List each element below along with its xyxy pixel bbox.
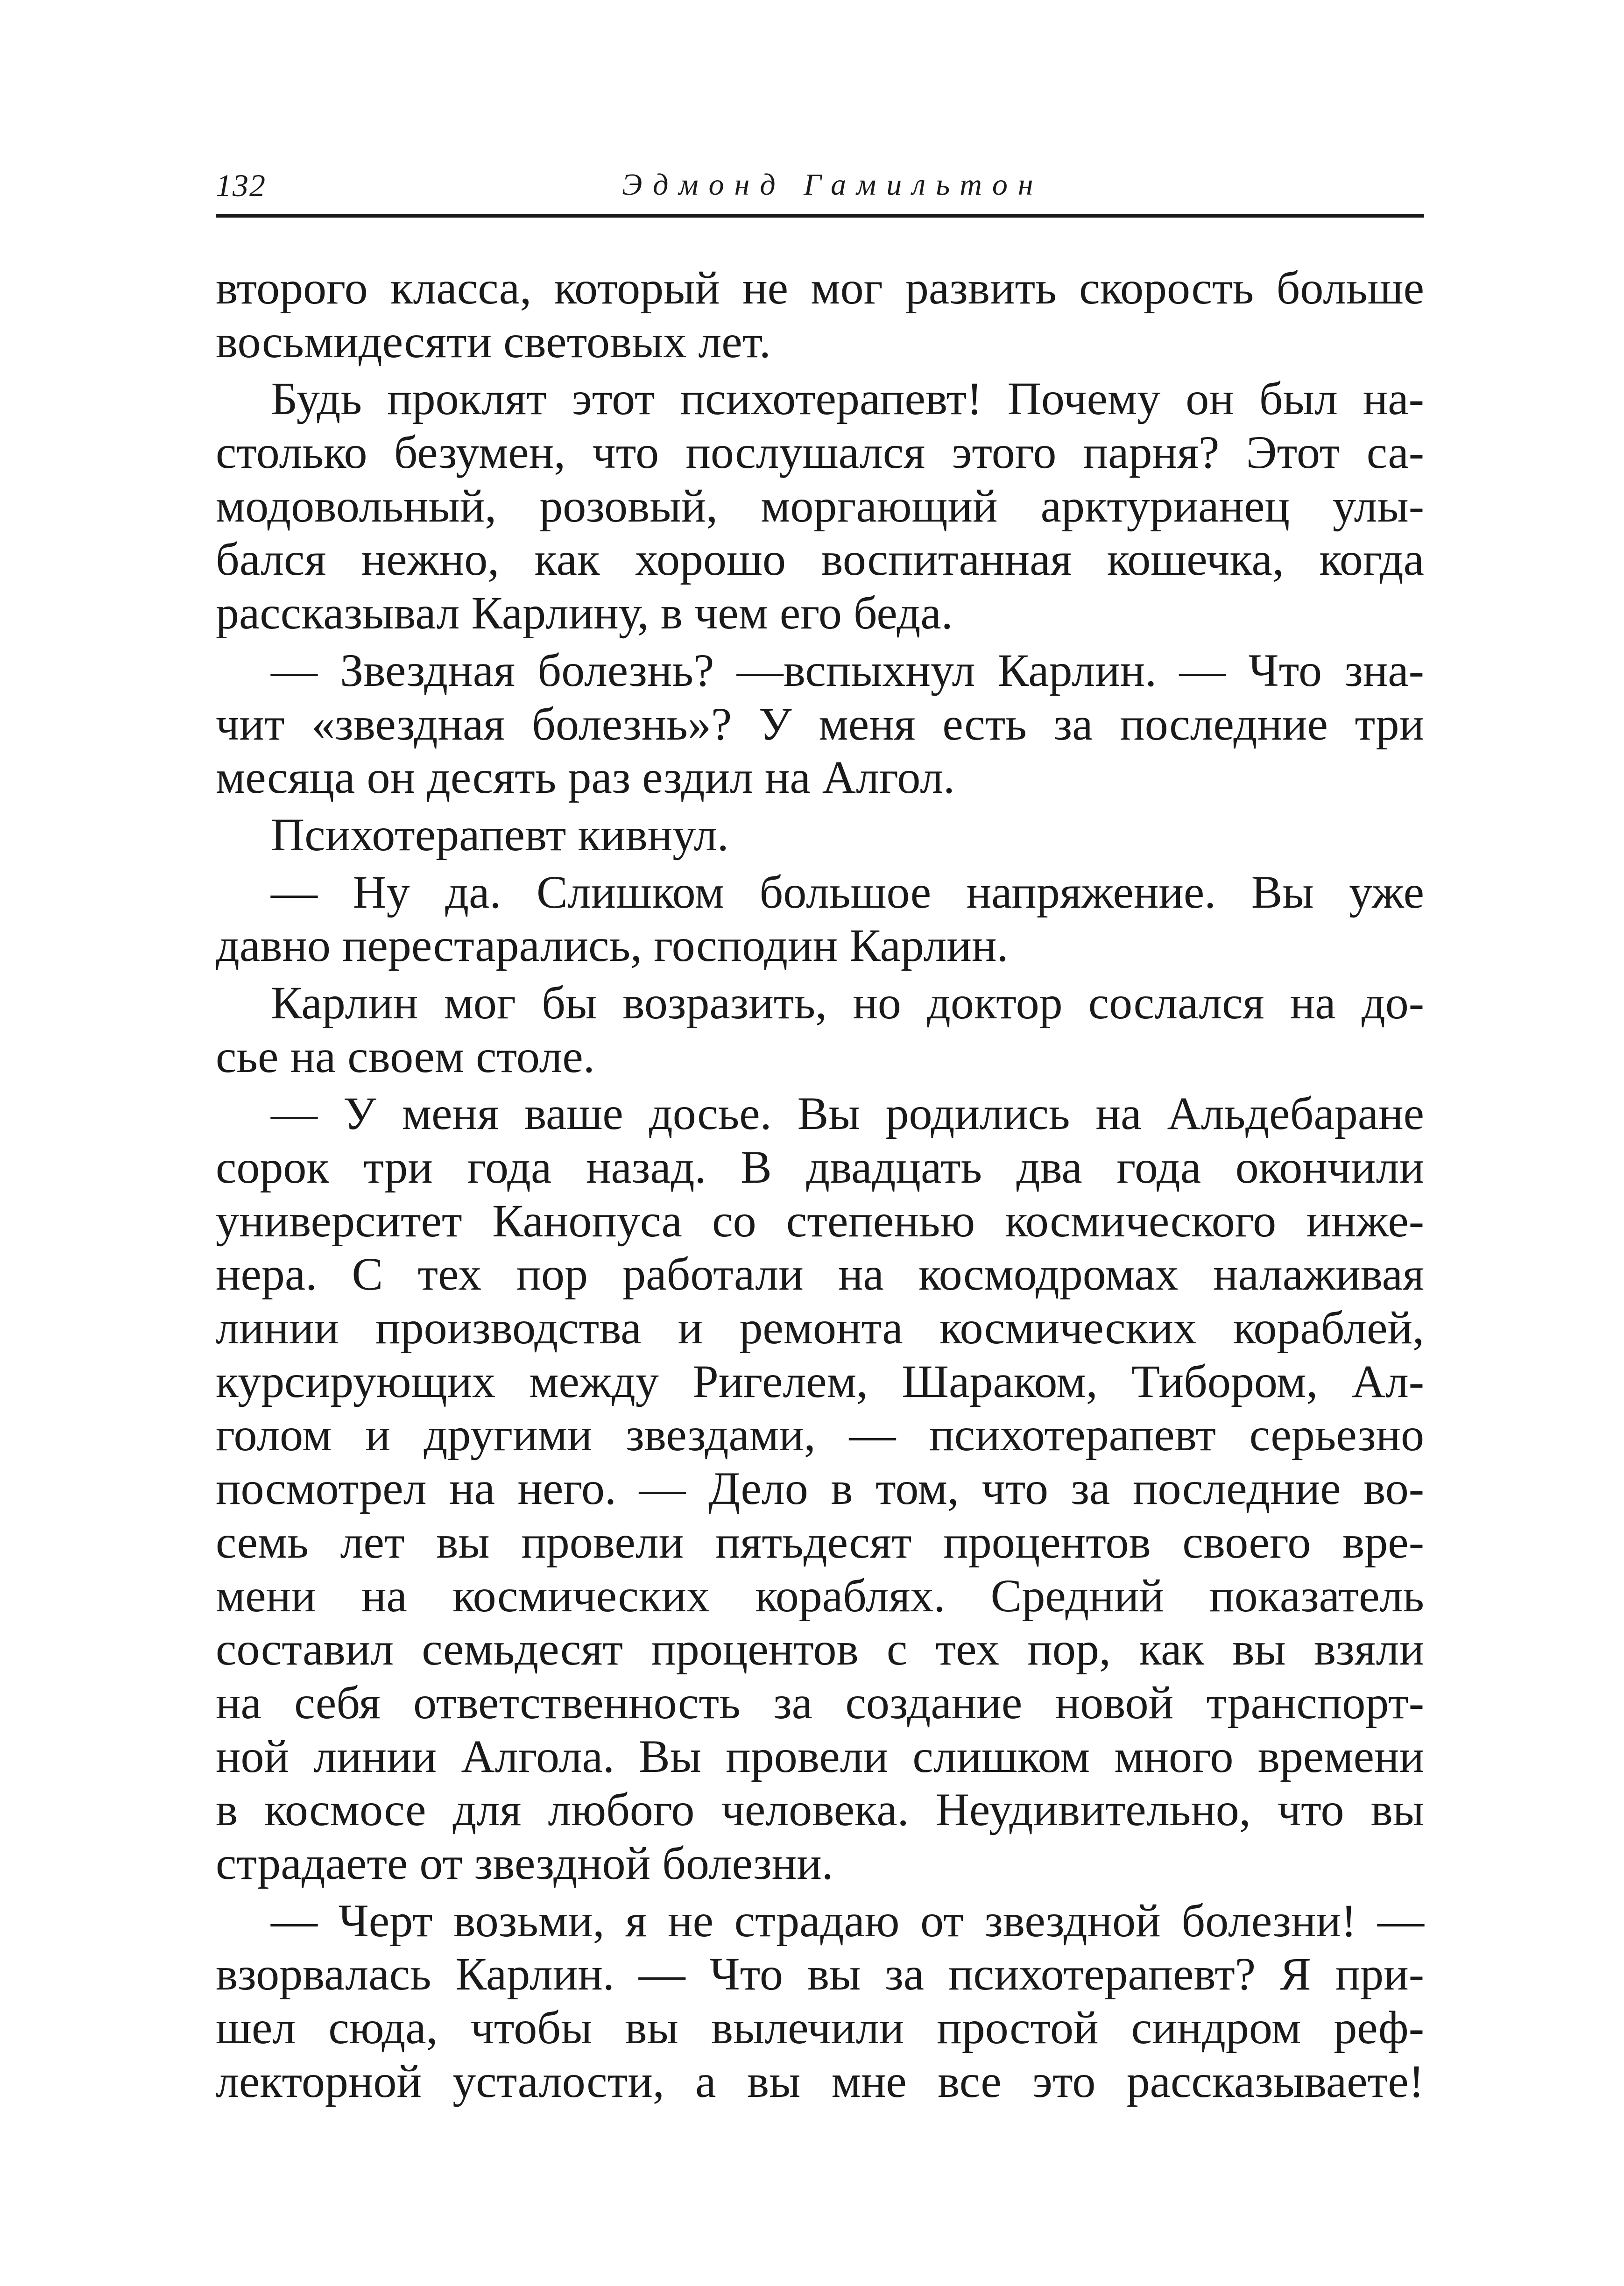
body-text — [216, 261, 1424, 2108]
text-line: Карлин мог бы возразить, но доктор сослался на до- — [271, 976, 1424, 1029]
text-line: посмотрел на него. — Дело в том, что за последние во- — [216, 1462, 1424, 1515]
text-line: ной линии Алгола. Вы провели слишком много времени — [216, 1730, 1424, 1782]
text-line: — У меня ваше досье. Вы родились на Альдебаране — [271, 1087, 1424, 1140]
text-line: чит «звездная болезнь»? У меня есть за последние три — [216, 698, 1424, 750]
text-line: второго класса, который не мог развить скорость больше — [216, 262, 1424, 314]
running-head — [216, 159, 1424, 215]
text-line: взорвалась Карлин. — Что вы за психотерапевт? Я при- — [216, 1948, 1424, 2000]
text-line: составил семьдесят процентов с тех пор, как вы взяли — [216, 1623, 1424, 1675]
text-line: курсирующих между Ригелем, Шараком, Тибором, Ал- — [216, 1355, 1424, 1407]
text-line: шел сюда, чтобы вы вылечили простой синдром реф- — [216, 2002, 1424, 2053]
text-line: — Ну да. Слишком большое напряжение. Вы уже — [271, 866, 1424, 918]
text-line: Психотерапевт кивнул. — [271, 808, 729, 861]
text-line: линии производства и ремонта космических кораблей, — [216, 1302, 1424, 1354]
text-line: семь лет вы провели пятьдесят процентов своего вре- — [216, 1516, 1424, 1568]
text-line: в космосе для любого человека. Неудивительно, что вы — [216, 1784, 1424, 1836]
text-line: модовольный, розовый, моргающий арктурианец улы- — [216, 480, 1424, 532]
text-line: Будь проклят этот психотерапевт! Почему он был на- — [271, 373, 1424, 425]
text-line: восьмидесяти световых лет. — [216, 315, 771, 367]
text-line: месяца он десять раз ездил на Алгол. — [216, 751, 955, 804]
page-number: 132 — [216, 168, 266, 203]
text-line: нера. С тех пор работали на космодромах налаживая — [216, 1248, 1424, 1300]
text-line: — Черт возьми, я не страдаю от звездной болезни! — — [271, 1894, 1424, 1947]
text-line: лекторной усталости, а вы мне все это рассказываете! — [216, 2055, 1424, 2107]
text-line: — Звездная болезнь? —вспыхнул Карлин. — Что зна- — [271, 644, 1424, 696]
text-line: на себя ответственность за создание новой транспорт- — [216, 1676, 1424, 1729]
text-line: давно перестарались, господин Карлин. — [216, 919, 1009, 972]
text-line: столько безумен, что послушался этого парня? Этот са- — [216, 426, 1424, 479]
text-line: сорок три года назад. В двадцать два года окончили — [216, 1141, 1424, 1193]
text-line: мени на космических кораблях. Средний показатель — [216, 1569, 1424, 1622]
text-line: голом и другими звездами, — психотерапевт серьезно — [216, 1409, 1424, 1461]
header-rule — [216, 214, 1424, 218]
text-line: бался нежно, как хорошо воспитанная кошечка, когда — [216, 533, 1424, 586]
text-line: страдаете от звездной болезни. — [216, 1837, 833, 1889]
text-line: сье на своем столе. — [216, 1030, 595, 1082]
text-line: университет Канопуса со степенью космического инже- — [216, 1194, 1424, 1247]
text-line: рассказывал Карлину, в чем его беда. — [216, 587, 953, 639]
running-title: Эдмонд Гамильтон — [622, 168, 1044, 202]
